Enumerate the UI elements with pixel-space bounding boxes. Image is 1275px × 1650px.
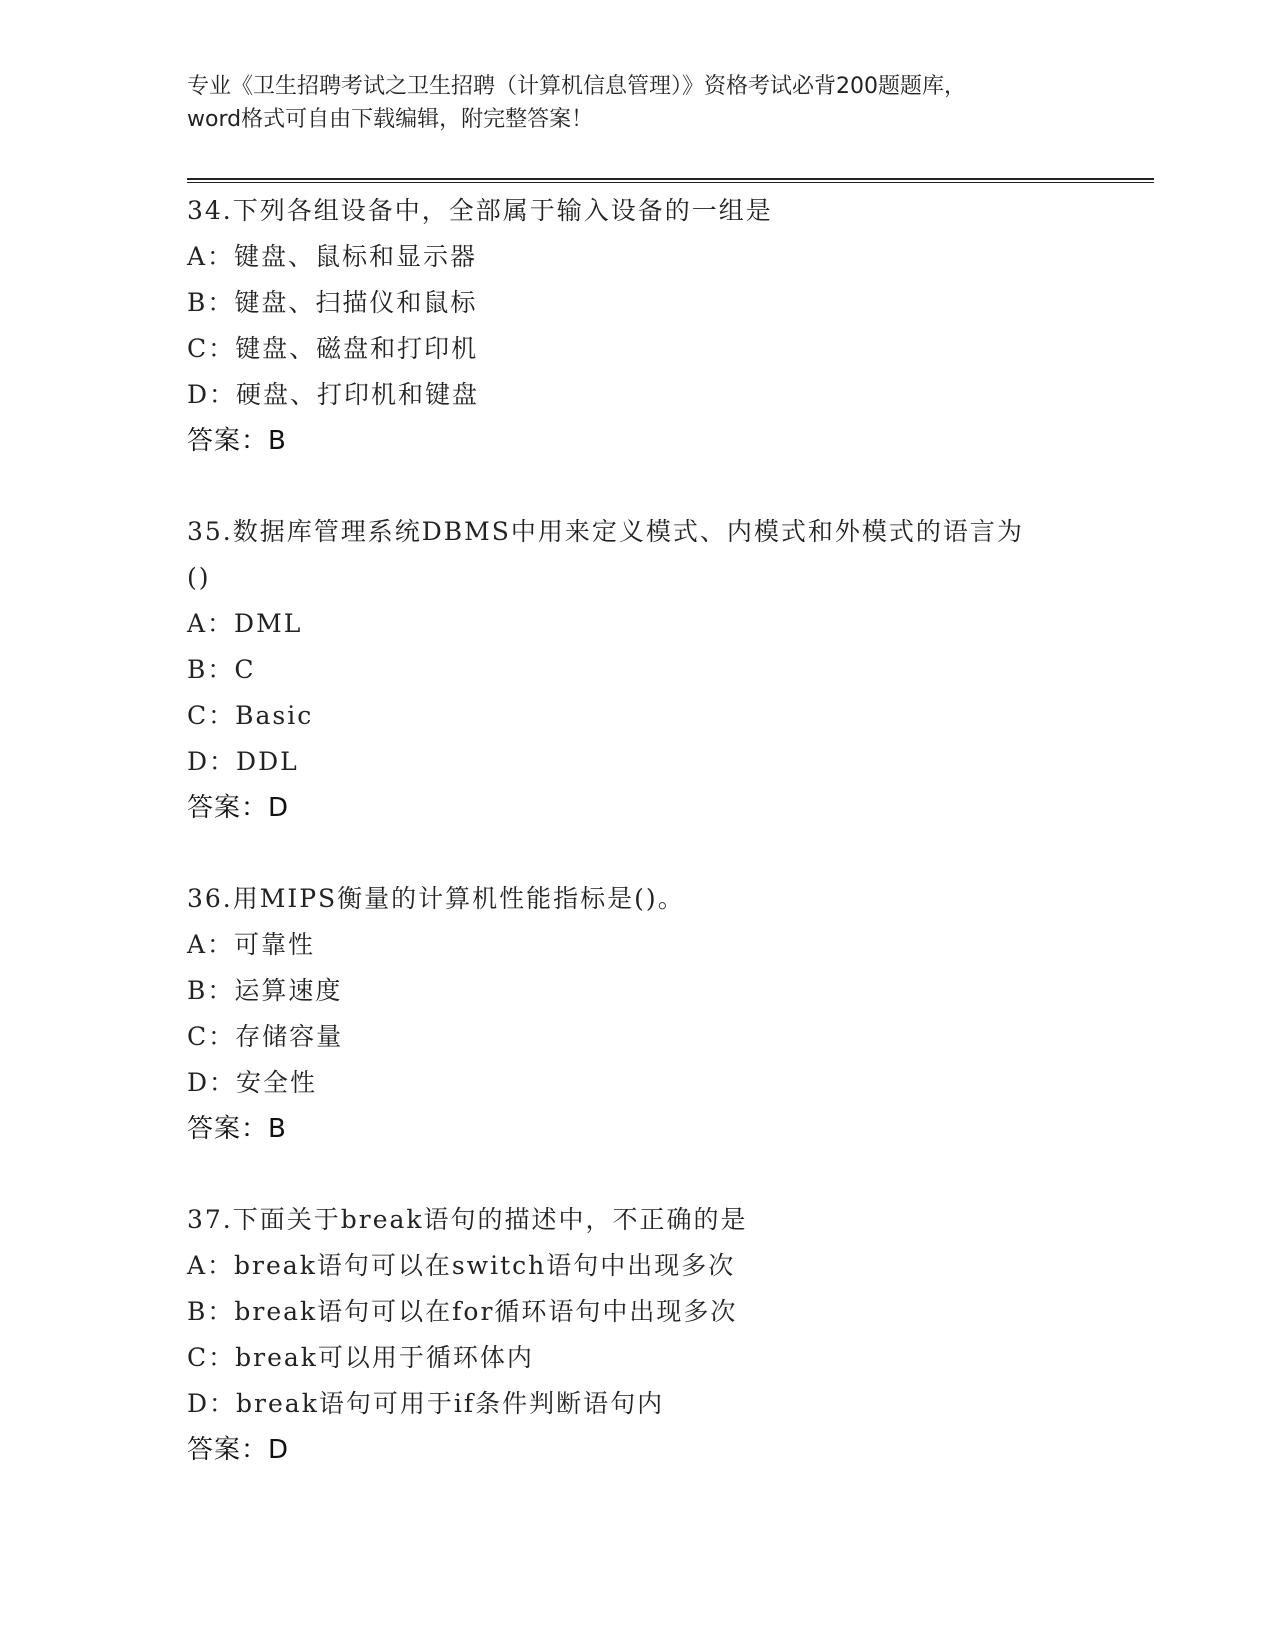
answer-line: 答案：D (187, 793, 290, 823)
question-34 (187, 188, 1147, 464)
option-b: B：break语句可以在for循环语句中出现多次 (187, 1297, 738, 1326)
document-header (187, 70, 1087, 136)
option-d: D：硬盘、打印机和键盘 (187, 380, 480, 409)
option-c: C：Basic (187, 701, 314, 730)
option-d: D：DDL (187, 747, 299, 776)
header-line-2: word格式可自由下载编辑，附完整答案！ (187, 107, 594, 132)
option-a: A：可靠性 (187, 930, 316, 959)
option-c: C：break可以用于循环体内 (187, 1343, 534, 1372)
option-b: B：C (187, 655, 256, 684)
question-stem: 34.下列各组设备中，全部属于输入设备的一组是 (187, 196, 773, 225)
answer-line: 答案：B (187, 426, 287, 456)
question-37 (187, 1197, 1147, 1473)
header-divider (187, 178, 1154, 183)
question-stem: 35.数据库管理系统DBMS中用来定义模式、内模式和外模式的语言为 (187, 517, 1024, 546)
option-c: C：键盘、磁盘和打印机 (187, 334, 479, 363)
question-list (187, 188, 1147, 1518)
question-stem-continued: () (187, 563, 211, 592)
option-b: B：运算速度 (187, 976, 343, 1005)
option-d: D：安全性 (187, 1068, 318, 1097)
option-a: A：break语句可以在switch语句中出现多次 (187, 1251, 736, 1280)
question-35 (187, 509, 1147, 831)
option-a: A：键盘、鼠标和显示器 (187, 242, 478, 271)
question-36 (187, 876, 1147, 1152)
option-a: A：DML (187, 609, 303, 638)
question-stem: 36.用MIPS衡量的计算机性能指标是()。 (187, 884, 685, 913)
answer-line: 答案：B (187, 1114, 287, 1144)
option-c: C：存储容量 (187, 1022, 344, 1051)
header-line-1: 专业《卫生招聘考试之卫生招聘（计算机信息管理）》资格考试必背200题题库， (187, 74, 966, 99)
option-d: D：break语句可用于if条件判断语句内 (187, 1389, 665, 1418)
answer-line: 答案：D (187, 1435, 290, 1465)
option-b: B：键盘、扫描仪和鼠标 (187, 288, 478, 317)
question-stem: 37.下面关于break语句的描述中，不正确的是 (187, 1205, 748, 1234)
